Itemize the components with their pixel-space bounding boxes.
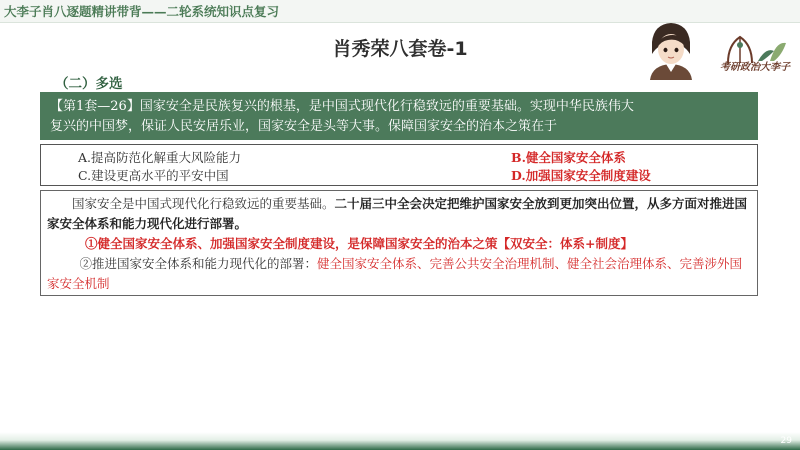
option-a: A.提高防范化解重大风险能力 bbox=[78, 150, 242, 165]
question-text-line1: 【第1套—26】国家安全是民族复兴的根基，是中国式现代化行稳致远的重要基础。实现中华民族伟大 bbox=[50, 99, 634, 114]
option-c: C.建设更高水平的平安中国 bbox=[78, 168, 229, 183]
course-title: 大李子肖八逐题精讲带背——二轮系统知识点复习 bbox=[4, 4, 280, 19]
section-label: （二）多选 bbox=[55, 76, 123, 92]
option-d-correct: D.加强国家安全制度建设 bbox=[511, 168, 651, 183]
slide-title: 肖秀荣八套卷-1 bbox=[332, 38, 468, 60]
analysis-p1-bold: 二十届三中全会决定把维护国家安全放到更加突出位置，从多方面对推进国家安全体系和能力现代化进行部署。 bbox=[47, 196, 748, 231]
page-number: 29 bbox=[780, 436, 792, 446]
analysis-paragraph-1 bbox=[47, 194, 751, 234]
analysis-p3-red: 健全国家安全体系、完善公共安全治理机制、健全社会治理体系、完善涉外国家安全机制 bbox=[47, 256, 743, 291]
teacher-avatar-icon bbox=[640, 20, 702, 80]
options-box bbox=[40, 144, 758, 186]
option-b-correct: B.健全国家安全体系 bbox=[511, 150, 626, 165]
analysis-paragraph-2: ①健全国家安全体系、加强国家安全制度建设，是保障国家安全的治本之策【双安全：体系+制度】 bbox=[85, 236, 633, 251]
bottom-decor-bar bbox=[0, 432, 800, 450]
brand-logo-text: 考研政治大李子 bbox=[720, 62, 790, 73]
analysis-p3-intro: ②推进国家安全体系和能力现代化的部署： bbox=[79, 256, 318, 271]
analysis-paragraph-3 bbox=[47, 254, 751, 294]
analysis-p1-intro: 国家安全是中国式现代化行稳致远的重要基础。 bbox=[72, 196, 335, 211]
question-stem bbox=[40, 92, 758, 140]
analysis-box bbox=[40, 190, 758, 296]
question-text-line2: 复兴的中国梦，保证人民安居乐业，国家安全是头等大事。保障国家安全的治本之策在于 bbox=[50, 119, 558, 134]
